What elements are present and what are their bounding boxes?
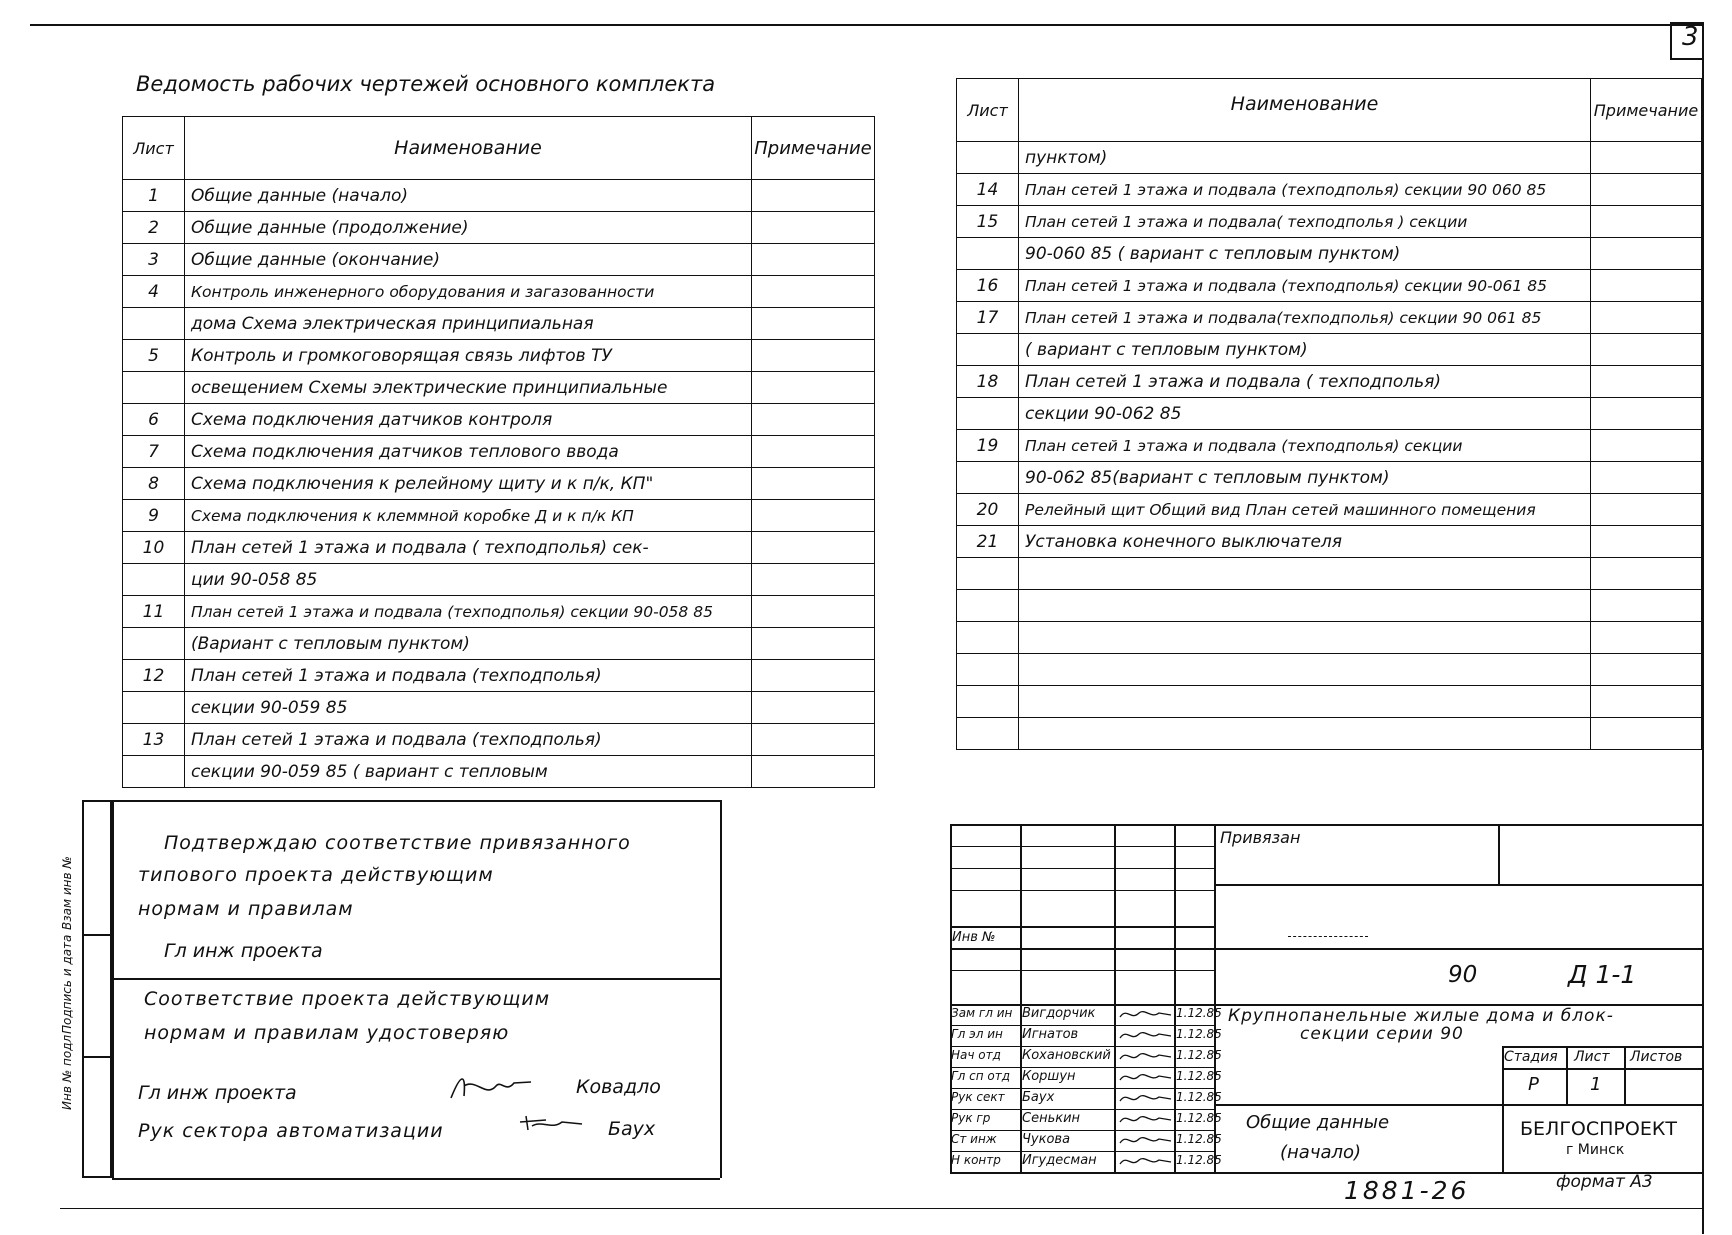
- left-table-row-title: План сетей 1 этажа и подвала (техподполья): [185, 660, 752, 692]
- stamp-sheet-value: 1: [1590, 1074, 1602, 1095]
- stamp-person-name: Баух: [1022, 1090, 1055, 1105]
- right-table-row-title: План сетей 1 этажа и подвала( техподполья ) секции: [1019, 206, 1591, 238]
- right-table-row-title: [1019, 718, 1591, 750]
- stamp-person-role: Ст инж: [951, 1132, 997, 1146]
- right-table-row-number: 20: [957, 494, 1019, 526]
- right-table-row: [957, 430, 1702, 462]
- right-table-row-title: План сетей 1 этажа и подвала (техподполья) секции 90-061 85: [1019, 270, 1591, 302]
- right-table-row: [957, 590, 1702, 622]
- right-table-row-title: 90-062 85(вариант с тепловым пунктом): [1019, 462, 1591, 494]
- right-table-row-title: Установка конечного выключателя: [1019, 526, 1591, 558]
- stamp-person-signature: [1117, 1068, 1173, 1086]
- header-name: Наименование: [185, 117, 752, 180]
- right-table-row: [957, 142, 1702, 174]
- right-table-row-title: [1019, 686, 1591, 718]
- header-name-right: Наименование: [1019, 79, 1591, 142]
- stamp-person-date: 1.12.85: [1176, 1111, 1222, 1125]
- stamp-inv-label: Инв №: [952, 930, 996, 945]
- right-table-row-number: 15: [957, 206, 1019, 238]
- stamp-person-signature: [1117, 1026, 1173, 1044]
- right-table-row-number: [957, 654, 1019, 686]
- stamp-person-date: 1.12.85: [1176, 1153, 1222, 1167]
- right-table-row-note: [1591, 270, 1702, 302]
- stamp-stage-value: Р: [1528, 1074, 1539, 1095]
- right-table-row-note: [1591, 366, 1702, 398]
- right-table-row-number: [957, 622, 1019, 654]
- right-table-row-note: [1591, 686, 1702, 718]
- right-table-row-note: [1591, 590, 1702, 622]
- left-table-row-title: Общие данные (начало): [185, 180, 752, 212]
- right-table-row: [957, 270, 1702, 302]
- left-table-row-title: План сетей 1 этажа и подвала (техподполья) секции 90-058 85: [185, 596, 752, 628]
- stamp-person-signature: [1117, 1110, 1173, 1128]
- stamp-person-date: 1.12.85: [1176, 1132, 1222, 1146]
- right-table-row: [957, 558, 1702, 590]
- right-table-row-number: 16: [957, 270, 1019, 302]
- right-table-row-note: [1591, 302, 1702, 334]
- stamp-sheet-label: Лист: [1574, 1049, 1610, 1065]
- left-table-row-title: (Вариант с тепловым пунктом): [185, 628, 752, 660]
- left-table-row-note: [752, 308, 875, 340]
- left-table-row-number: 12: [123, 660, 185, 692]
- cert-line4: Рук сектора автоматизации: [138, 1120, 444, 1142]
- left-table-row-title: План сетей 1 этажа и подвала (техподполья): [185, 724, 752, 756]
- left-table-row-note: [752, 180, 875, 212]
- right-table-row-number: 19: [957, 430, 1019, 462]
- left-table-row-note: [752, 436, 875, 468]
- right-table-row: [957, 494, 1702, 526]
- left-table-row-note: [752, 500, 875, 532]
- stamp-person-signature: [1117, 1005, 1173, 1023]
- left-table-row-note: [752, 404, 875, 436]
- right-table-row-note: [1591, 462, 1702, 494]
- stamp-person-name: Чукова: [1022, 1132, 1071, 1147]
- left-table-row-number: [123, 756, 185, 788]
- cert-line2: нормам и правилам удостоверяю: [144, 1022, 510, 1044]
- right-table-row-number: [957, 558, 1019, 590]
- left-table-row: [123, 756, 875, 788]
- right-table-row-note: [1591, 238, 1702, 270]
- left-table-row-title: Общие данные (продолжение): [185, 212, 752, 244]
- right-table-row: [957, 302, 1702, 334]
- right-table-row-note: [1591, 334, 1702, 366]
- left-table-row: [123, 244, 875, 276]
- right-table-row-number: [957, 334, 1019, 366]
- stamp-series: 90: [1448, 962, 1478, 988]
- left-table-row-note: [752, 372, 875, 404]
- right-table-row: [957, 526, 1702, 558]
- right-table-row: [957, 654, 1702, 686]
- stamp-doc-title1: Общие данные: [1246, 1112, 1390, 1133]
- side-label-replacement-inv: Взам инв №: [60, 856, 74, 930]
- left-table-row: [123, 564, 875, 596]
- right-table-row-number: [957, 238, 1019, 270]
- left-table-row-note: [752, 596, 875, 628]
- stamp-org1: БЕЛГОСПРОЕКТ: [1520, 1118, 1677, 1140]
- left-table-row-number: 3: [123, 244, 185, 276]
- left-table-row-note: [752, 212, 875, 244]
- left-table-row: [123, 724, 875, 756]
- stamp-person-name: Сенькин: [1022, 1111, 1081, 1126]
- stamp-person-role: Нач отд: [951, 1048, 1001, 1062]
- left-table-row-note: [752, 628, 875, 660]
- right-table-row-number: [957, 590, 1019, 622]
- side-label-signature-date: Подпись и дата: [60, 934, 74, 1034]
- right-table-row-title: План сетей 1 этажа и подвала (техподполья) секции: [1019, 430, 1591, 462]
- left-table-row: [123, 628, 875, 660]
- confirm-line1: Подтверждаю соответствие привязанного: [164, 832, 631, 854]
- confirm-line2: типового проекта действующим: [138, 864, 494, 886]
- left-table-row-note: [752, 564, 875, 596]
- left-table-row-title: Контроль инженерного оборудования и загазованности: [185, 276, 752, 308]
- paper-format: формат А3: [1556, 1172, 1653, 1192]
- right-table-row: [957, 686, 1702, 718]
- right-table-row-title: Релейный щит Общий вид План сетей машинного помещения: [1019, 494, 1591, 526]
- signature-kovadlo: [446, 1068, 536, 1108]
- stamp-person-role: Н контр: [951, 1153, 1001, 1167]
- left-table-row: [123, 692, 875, 724]
- left-table-row-number: 6: [123, 404, 185, 436]
- left-table-row-note: [752, 692, 875, 724]
- right-table-row: [957, 622, 1702, 654]
- left-table-row-title: ции 90-058 85: [185, 564, 752, 596]
- cert-line1: Соответствие проекта действующим: [144, 988, 551, 1010]
- right-table-row-number: [957, 686, 1019, 718]
- right-table-row-title: План сетей 1 этажа и подвала (техподполья) секции 90 060 85: [1019, 174, 1591, 206]
- left-table-row: [123, 532, 875, 564]
- left-table-row-number: [123, 628, 185, 660]
- right-table-row-note: [1591, 622, 1702, 654]
- left-table-row-title: дома Схема электрическая принципиальная: [185, 308, 752, 340]
- left-table-row-title: Контроль и громкоговорящая связь лифтов ТУ: [185, 340, 752, 372]
- right-table-row-number: [957, 142, 1019, 174]
- left-table-row-title: секции 90-059 85 ( вариант с тепловым: [185, 756, 752, 788]
- right-table-row-title: ( вариант с тепловым пунктом): [1019, 334, 1591, 366]
- confirm-line4: Гл инж проекта: [164, 940, 323, 962]
- stamp-person-signature: [1117, 1047, 1173, 1065]
- stamp-person-role: Рук сект: [951, 1090, 1005, 1104]
- right-table-row-note: [1591, 526, 1702, 558]
- right-table-row: [957, 174, 1702, 206]
- stamp-person-signature: [1117, 1131, 1173, 1149]
- right-table-row: [957, 398, 1702, 430]
- left-table-row-number: [123, 692, 185, 724]
- left-table-row: [123, 436, 875, 468]
- stamp-tied-label: Привязан: [1220, 828, 1301, 847]
- right-table-row-note: [1591, 142, 1702, 174]
- left-table-row: [123, 276, 875, 308]
- right-table-row-number: [957, 718, 1019, 750]
- header-note: Примечание: [752, 117, 875, 180]
- stamp-code: Д 1-1: [1568, 960, 1637, 989]
- stamp-person-role: Зам гл ин: [951, 1006, 1013, 1020]
- side-label-inv-orig: Инв № подл: [60, 1034, 74, 1110]
- stamp-person-role: Рук гр: [951, 1111, 991, 1125]
- right-table-row-title: секции 90-062 85: [1019, 398, 1591, 430]
- stamp-sheets-label: Листов: [1630, 1049, 1683, 1065]
- stamp-person-name: Коршун: [1022, 1069, 1076, 1084]
- stamp-person-name: Игудесман: [1022, 1153, 1097, 1168]
- header-sheet: Лист: [123, 117, 185, 180]
- right-table-row-note: [1591, 718, 1702, 750]
- stamp-doc-title2: (начало): [1280, 1142, 1362, 1163]
- left-table-row: [123, 468, 875, 500]
- right-table-row-number: 18: [957, 366, 1019, 398]
- page-number: 3: [1682, 22, 1699, 52]
- left-table-row: [123, 180, 875, 212]
- left-table-row-number: 4: [123, 276, 185, 308]
- left-table-row: [123, 404, 875, 436]
- left-table-row-title: Общие данные (окончание): [185, 244, 752, 276]
- left-table-row-number: 2: [123, 212, 185, 244]
- stamp-person-role: Гл эл ин: [951, 1027, 1003, 1041]
- left-table-row-title: Схема подключения к клеммной коробке Д и к п/к КП: [185, 500, 752, 532]
- stamp-desc1: Крупнопанельные жилые дома и блок-: [1228, 1006, 1614, 1026]
- right-table-row-note: [1591, 654, 1702, 686]
- left-table-row-note: [752, 756, 875, 788]
- right-table-row: [957, 206, 1702, 238]
- stamp-person-date: 1.12.85: [1176, 1090, 1222, 1104]
- right-sheet-table: [956, 78, 1702, 750]
- right-table-row-number: [957, 398, 1019, 430]
- right-table-row-number: 14: [957, 174, 1019, 206]
- left-table-row-number: [123, 372, 185, 404]
- right-table-row-title: [1019, 590, 1591, 622]
- left-sheet-table: [122, 116, 875, 788]
- left-table-row-number: 8: [123, 468, 185, 500]
- stamp-stage-label: Стадия: [1504, 1049, 1558, 1065]
- stamp-person-name: Кохановский: [1022, 1048, 1111, 1063]
- document-number: 1881-26: [1344, 1176, 1470, 1205]
- stamp-person-date: 1.12.85: [1176, 1027, 1222, 1041]
- left-table-row: [123, 660, 875, 692]
- stamp-person-name: Игнатов: [1022, 1027, 1079, 1042]
- right-table-row-title: План сетей 1 этажа и подвала ( техподполья): [1019, 366, 1591, 398]
- right-table-row-title: 90-060 85 ( вариант с тепловым пунктом): [1019, 238, 1591, 270]
- stamp-person-date: 1.12.85: [1176, 1048, 1222, 1062]
- left-table-row-note: [752, 724, 875, 756]
- cert-sig1-name: Ковадло: [576, 1076, 661, 1098]
- left-table-row-note: [752, 660, 875, 692]
- right-table-row-note: [1591, 494, 1702, 526]
- right-table-row-note: [1591, 430, 1702, 462]
- stamp-person-role: Гл сп отд: [951, 1069, 1011, 1083]
- header-sheet-right: Лист: [957, 79, 1019, 142]
- left-table-row-title: секции 90-059 85: [185, 692, 752, 724]
- right-table-row-title: План сетей 1 этажа и подвала(техподполья) секции 90 061 85: [1019, 302, 1591, 334]
- left-table-row: [123, 308, 875, 340]
- right-table-row-note: [1591, 558, 1702, 590]
- left-table-row-number: 9: [123, 500, 185, 532]
- left-table-row-title: Схема подключения датчиков контроля: [185, 404, 752, 436]
- left-table-row: [123, 340, 875, 372]
- right-table-row-title: пунктом): [1019, 142, 1591, 174]
- left-table-row-note: [752, 340, 875, 372]
- left-table-row-title: освещением Схемы электрические принципиальные: [185, 372, 752, 404]
- right-table-row: [957, 366, 1702, 398]
- left-table-row-number: [123, 564, 185, 596]
- stamp-person-signature: [1117, 1089, 1173, 1107]
- left-table-row-title: План сетей 1 этажа и подвала ( техподполья) сек-: [185, 532, 752, 564]
- left-table-row-number: 7: [123, 436, 185, 468]
- right-table-row-title: [1019, 558, 1591, 590]
- stamp-person-name: Вигдорчик: [1022, 1006, 1096, 1021]
- right-table-row-number: 21: [957, 526, 1019, 558]
- left-table-row-note: [752, 244, 875, 276]
- confirm-line3: нормам и правилам: [138, 898, 354, 920]
- right-table-row-number: [957, 462, 1019, 494]
- right-table-row: [957, 334, 1702, 366]
- left-table-row: [123, 596, 875, 628]
- left-table-row-number: 5: [123, 340, 185, 372]
- left-table-row-number: [123, 308, 185, 340]
- right-table-row-note: [1591, 398, 1702, 430]
- side-strip: [82, 800, 112, 1178]
- right-table-row-title: [1019, 622, 1591, 654]
- cert-line3: Гл инж проекта: [138, 1082, 297, 1104]
- stamp-desc2: секции серии 90: [1300, 1024, 1464, 1044]
- left-table-title: Ведомость рабочих чертежей основного комплекта: [136, 72, 716, 96]
- left-table-row-number: 11: [123, 596, 185, 628]
- left-table-row-number: 1: [123, 180, 185, 212]
- cert-sig2-name: Баух: [608, 1118, 656, 1140]
- left-table-row: [123, 372, 875, 404]
- left-table-row: [123, 500, 875, 532]
- right-table-row-title: [1019, 654, 1591, 686]
- stamp-person-signature: [1117, 1152, 1173, 1170]
- left-table-row-note: [752, 468, 875, 500]
- right-table-row: [957, 462, 1702, 494]
- stamp-org2: г Минск: [1566, 1142, 1625, 1158]
- stamp-person-date: 1.12.85: [1176, 1006, 1222, 1020]
- left-table-row: [123, 212, 875, 244]
- right-table-row-note: [1591, 174, 1702, 206]
- left-table-row-note: [752, 532, 875, 564]
- stamp-person-date: 1.12.85: [1176, 1069, 1222, 1083]
- right-table-row: [957, 238, 1702, 270]
- right-table-row: [957, 718, 1702, 750]
- left-table-row-note: [752, 276, 875, 308]
- left-table-row-number: 13: [123, 724, 185, 756]
- right-table-row-note: [1591, 206, 1702, 238]
- right-table-row-number: 17: [957, 302, 1019, 334]
- left-table-row-number: 10: [123, 532, 185, 564]
- left-table-row-title: Схема подключения датчиков теплового ввода: [185, 436, 752, 468]
- signature-baukh: [516, 1112, 586, 1136]
- left-table-row-title: Схема подключения к релейному щиту и к п/к, КП": [185, 468, 752, 500]
- header-note-right: Примечание: [1591, 79, 1702, 142]
